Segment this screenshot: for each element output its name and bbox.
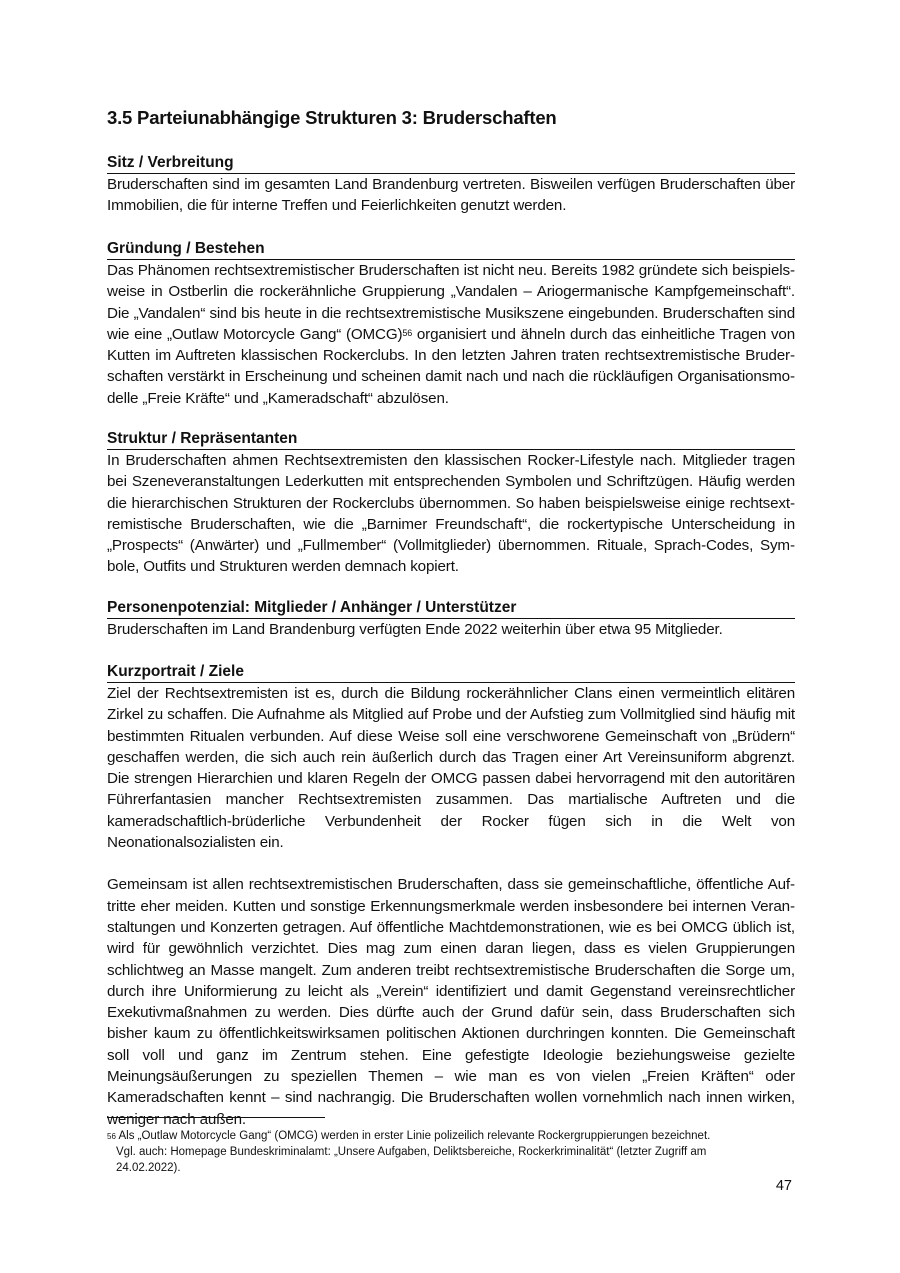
section-heading: Kurzportrait / Ziele	[107, 661, 795, 683]
section-kurzportrait-ziele	[107, 661, 795, 1130]
footnote-line: 24.02.2022).	[116, 1162, 181, 1174]
footnote-number: 56	[107, 1132, 116, 1141]
section-sitz-verbreitung	[107, 152, 795, 217]
section-paragraph: Bruderschaften sind im gesamten Land Brandenburg vertreten. Bisweilen verfügen Bruderschaften über Immobilien, die für interne Treffen und Feierlichkeiten genutzt werden.	[107, 176, 795, 215]
section-heading: Struktur / Repräsentanten	[107, 428, 795, 450]
section-paragraph: Bruderschaften im Land Brandenburg verfügten Ende 2022 weiterhin über etwa 95 Mitglieder.	[107, 621, 723, 638]
footnote-line: Vgl. auch: Homepage Bundeskriminalamt: „Unsere Aufgaben, Deliktsbereiche, Rockerkriminalität“ (letzter Zugriff am	[116, 1146, 707, 1158]
section-heading: Personenpotenzial: Mitglieder / Anhänger / Unterstützer	[107, 597, 795, 619]
paragraph-text: organisiert und ähneln durch das einheitliche Tragen von Kutten im Auftreten klassischen Rockerclubs. In den letzten Jahren traten rechtsextremistische Bruderschaften verstärkt in Erscheinung und scheinen damit nach und nach die rückläufigen Organisationsmodelle „Freie Kräfte“ und „Kameradschaft“ abzulösen.	[107, 325, 795, 407]
footnote-reference[interactable]: 56	[402, 327, 413, 338]
section-struktur-repraesentanten	[107, 428, 795, 578]
page-number: 47	[775, 1178, 792, 1194]
section-gruendung-bestehen	[107, 238, 795, 409]
footnote	[107, 1128, 795, 1176]
section-heading: Gründung / Bestehen	[107, 238, 795, 260]
section-paragraph: Gemeinsam ist allen rechtsextremistischen Bruderschaften, dass sie gemeinschaftliche, öffentliche Auftritte eher meiden. Kutten und sonstige Erkennungsmerkmale werden insbesondere bei internen Veranstaltungen und Konzerten getragen. Auf öffentliche Machtdemonstrationen, wie es bei OMCG üblich ist, wird für gewöhnlich verzichtet. Dies mag zum einen daran liegen, dass es vielen Gruppierungen schlichtweg an Masse mangelt. Zum anderen treibt rechtsextremistische Bruderschaften die Sorge um, durch ihre Uniformierung zu leicht als „Verein“ identifiziert und damit Gegenstand vereinsrechtlicher Exekutivmaßnahmen zu werden. Dies dürfte auch der Grund dafür sein, dass Bruderschaften sich bisher kaum zu öffentlichkeitswirksamen politischen Aktionen durchringen konnten. Die Gemeinschaft soll voll und ganz im Zentrum stehen. Eine gefestigte Ideologie beziehungsweise gezielte Meinungsäußerungen zu speziellen Themen – wie man es von vielen „Freien Kräften“ oder Kameradschaften kennt – sind nachrangig. Die Bruderschaften wollen vornehmlich nach innen wirken, weniger nach außen.	[107, 876, 795, 1128]
section-personenpotenzial	[107, 597, 795, 640]
paragraph-text: Das Phänomen rechtsextremistischer Bruderschaften ist nicht neu. Bereits 1982 gründete sich beispielsweise in Ostberlin die rockerähnliche Gruppierung „Vandalen – Ariogermanische Kampfgemeinschaft“. Die „Vandalen“ sind bis heute in die rechtsextremistische Musikszene eingebunden. Bruderschaften sind wie eine „Outlaw Motorcycle Gang“ (OMCG)	[107, 262, 795, 343]
page-title: 3.5 Parteiunabhängige Strukturen 3: Bruderschaften	[107, 107, 557, 128]
section-paragraph	[107, 260, 795, 409]
section-paragraph: In Bruderschaften ahmen Rechtsextremisten den klassischen Rocker-Lifestyle nach. Mitglieder tragen bei Szeneveranstaltungen Lederkutten mit entsprechenden Symbolen und Schriftzügen. Häufig werden die hierarchischen Strukturen der Rockerclubs übernommen. So haben beispielsweise einige rechtsextremistische Bruderschaften, wie die „Barnimer Freundschaft“, die rockertypische Unterscheidung in „Prospects“ (Anwärter) und „Fullmember“ (Vollmitglieder) übernommen. Rituale, Sprach-Codes, Symbole, Outfits und Strukturen werden demnach kopiert.	[107, 452, 795, 576]
section-heading: Sitz / Verbreitung	[107, 152, 795, 174]
section-paragraph: Ziel der Rechtsextremisten ist es, durch die Bildung rockerähnlicher Clans einen vermeintlich elitären Zirkel zu schaffen. Die Aufnahme als Mitglied auf Probe und der Aufstieg zum Vollmitglied sind häufig mit bestimmten Ritualen verbunden. Auf diese Weise soll eine verschworene Gemeinschaft von „Brüdern“ geschaffen werden, die sich auch rein äußerlich durch das Tragen einer Art Vereinsuniform abgrenzt. Die strengen Hierarchien und klaren Regeln der OMCG passen dabei hervorragend mit den autoritären Führerfantasien mancher Rechtsextremisten zusammen. Das martialische Auftreten und die kameradschaftlich-brüderliche Verbundenheit der Rocker fügen sich in die Welt von Neonationalsozialisten ein.	[107, 685, 795, 852]
footnote-line	[107, 1128, 795, 1144]
footnote-text: Als „Outlaw Motorcycle Gang“ (OMCG) werden in erster Linie polizeilich relevante Rockergruppierungen bezeichnet.	[115, 1130, 711, 1142]
footnote-separator	[107, 1117, 325, 1118]
